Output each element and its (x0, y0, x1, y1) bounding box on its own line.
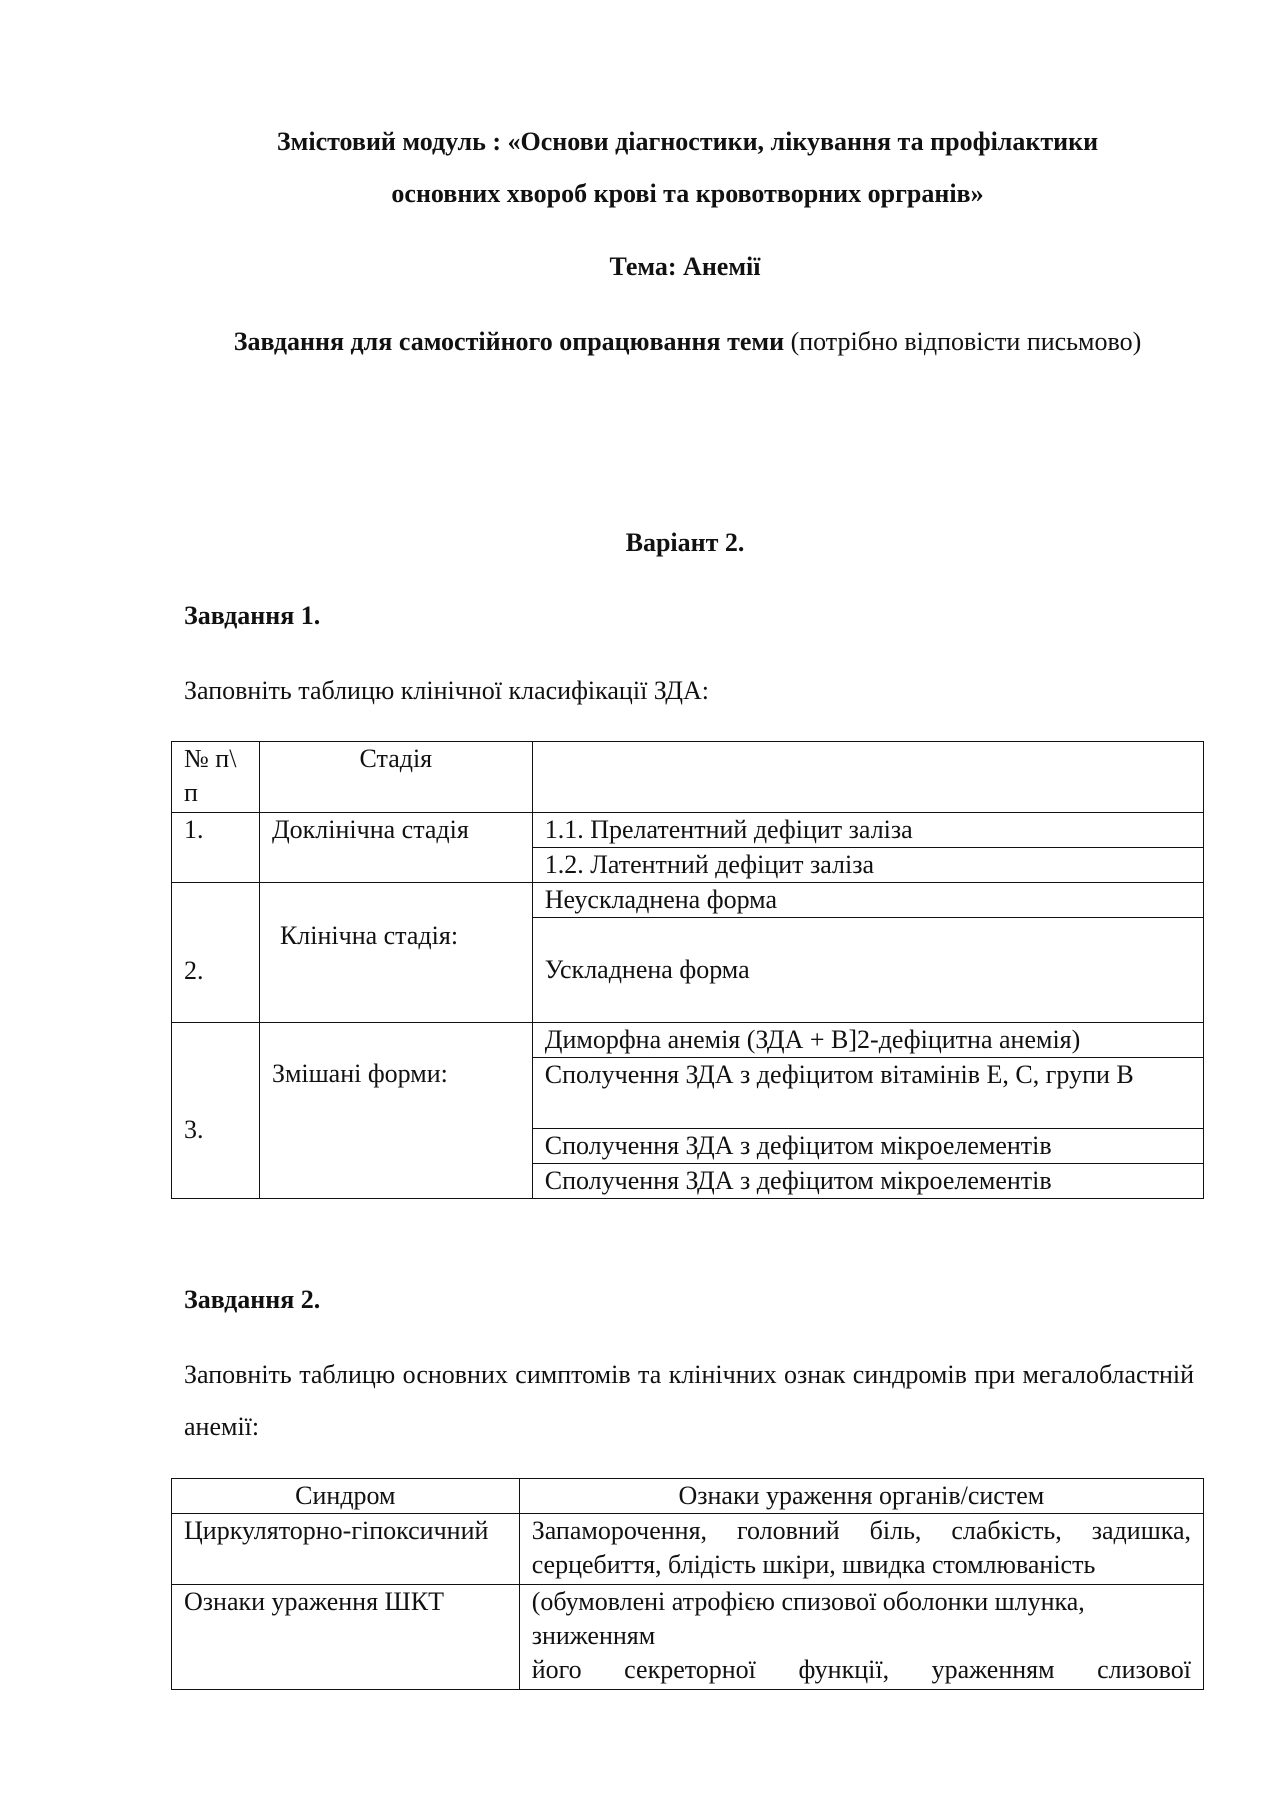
module-title-line2: основних хвороб крові та кровотворних оргранів» (391, 179, 984, 208)
header-stage: Стадія (259, 742, 532, 813)
row-stage: Клінічна стадія: (259, 883, 532, 1023)
row-signs-line2: його секреторної функції, ураженням слизової (531, 1655, 1191, 1684)
task1-heading: Завдання 1. (184, 601, 321, 630)
header-syndrome: Синдром (172, 1479, 520, 1514)
row-item: Неускладнена форма (532, 883, 1203, 918)
row-item: Сполучення ЗДА з дефіцитом мікроелементів (532, 1164, 1203, 1199)
table-row (172, 813, 1204, 848)
row-signs: Запаморочення, головний біль, слабкість, задишка, серцебиття, блідість шкіри, швидка стомлюваність (519, 1514, 1203, 1585)
row-num: 2. (172, 883, 260, 1023)
row-signs-line1: (обумовлені атрофією спизової оболонки шлунка, зниженням (531, 1587, 1085, 1650)
classification-table (171, 741, 1204, 1199)
table-row (172, 883, 1204, 918)
task1-instruction: Заповніть таблицю клінічної класифікації ЗДА: (184, 676, 709, 705)
row-syndrome: Циркуляторно-гіпоксичний (172, 1514, 520, 1585)
row-signs (519, 1585, 1203, 1690)
row-num: 1. (172, 813, 260, 883)
task2-heading: Завдання 2. (184, 1285, 321, 1314)
row-num: 3. (172, 1023, 260, 1199)
row-item: Сполучення ЗДА з дефіцитом вітамінів Е, С, групи В (532, 1058, 1203, 1129)
row-item: 1.2. Латентний дефіцит заліза (532, 848, 1203, 883)
row-stage: Доклінічна стадія (259, 813, 532, 883)
syndromes-table (171, 1478, 1204, 1690)
row-stage: Змішані форми: (259, 1023, 532, 1199)
table-row (172, 1023, 1204, 1058)
variant-heading: Варіант 2. (625, 528, 745, 557)
table-row (172, 1514, 1204, 1585)
header-signs: Ознаки ураження органів/систем (519, 1479, 1203, 1514)
table-row (172, 1585, 1204, 1690)
table-header-row (172, 1479, 1204, 1514)
task-intro-normal: (потрібно відповісти письмово) (784, 327, 1142, 356)
row-item: 1.1. Прелатентний дефіцит заліза (532, 813, 1203, 848)
row-item: Диморфна анемія (ЗДА + В]2-дефіцитна анемія) (532, 1023, 1203, 1058)
row-item: Ускладнена форма (532, 918, 1203, 1023)
header-num: № п\ п (172, 742, 260, 813)
module-title (170, 116, 1205, 220)
task2-instruction: Заповніть таблицю основних симптомів та клінічних ознак синдромів при мегалобластній анемії: (184, 1360, 1194, 1441)
header-details (532, 742, 1203, 813)
theme-title: Тема: Анемії (609, 252, 761, 281)
table-header-row (172, 742, 1204, 813)
row-item: Сполучення ЗДА з дефіцитом мікроелементів (532, 1129, 1203, 1164)
task-intro (170, 316, 1205, 368)
module-title-line1: Змістовий модуль : «Основи діагностики, лікування та профілактики (276, 127, 1099, 156)
task-intro-bold: Завдання для самостійного опрацювання теми (233, 327, 785, 356)
row-syndrome: Ознаки ураження ШКТ (172, 1585, 520, 1690)
